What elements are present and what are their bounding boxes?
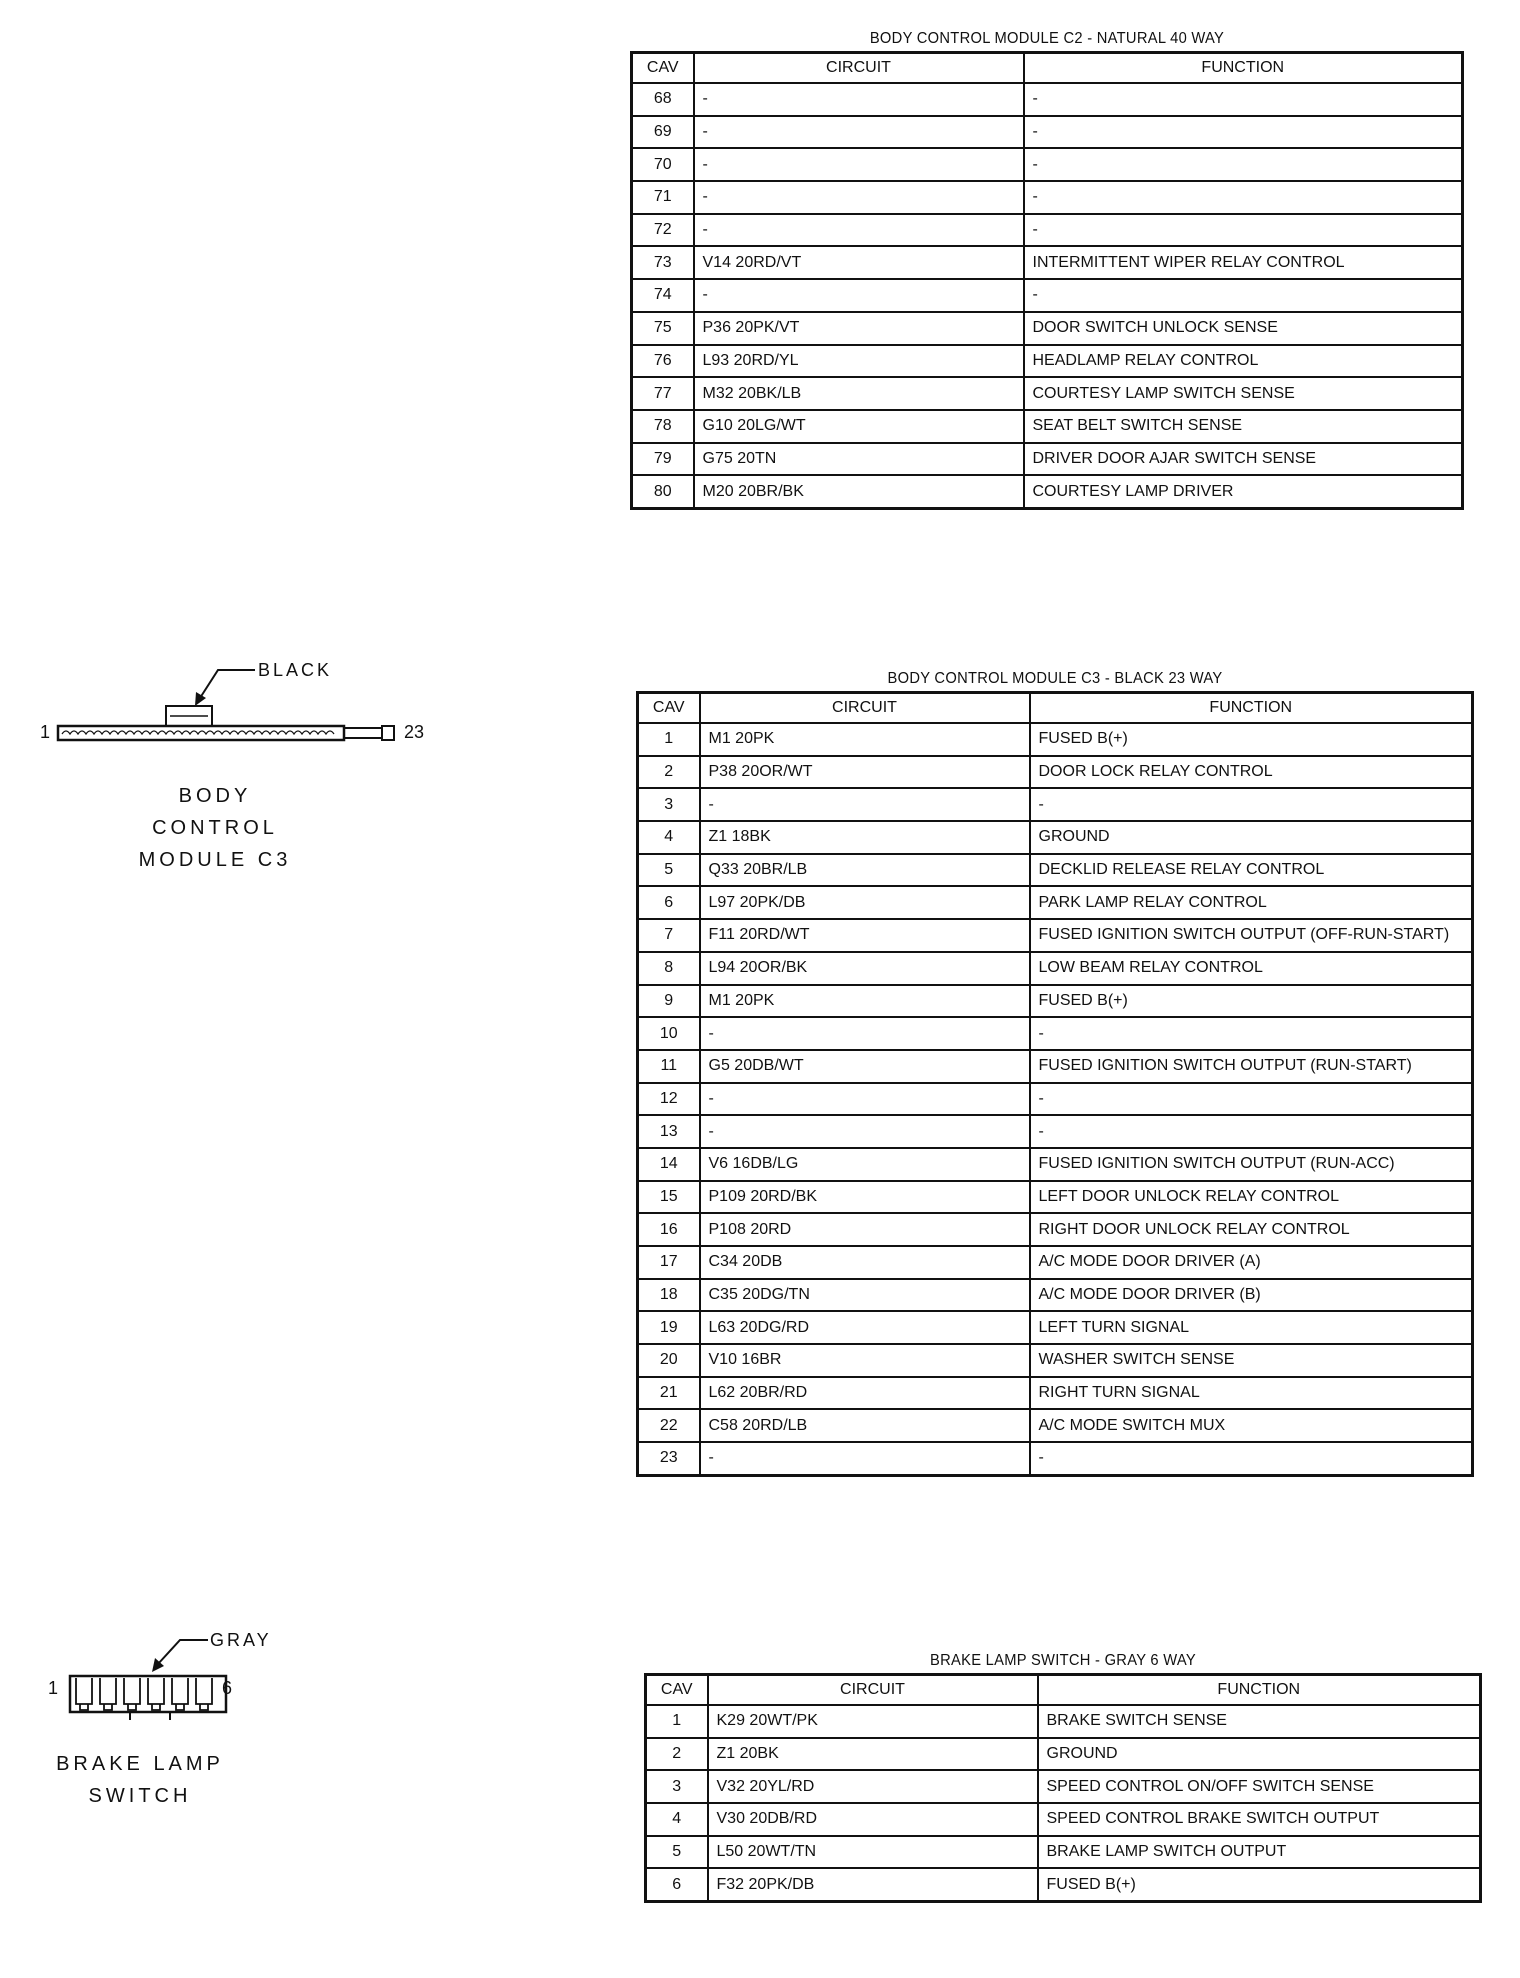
circuit-cell: -	[694, 279, 1024, 312]
function-cell: -	[1024, 148, 1463, 181]
cav-cell: 11	[638, 1050, 700, 1083]
circuit-cell: P36 20PK/VT	[694, 312, 1024, 345]
function-cell: DRIVER DOOR AJAR SWITCH SENSE	[1024, 443, 1463, 476]
cav-cell: 4	[638, 821, 700, 854]
function-cell: RIGHT TURN SIGNAL	[1030, 1377, 1473, 1410]
table-row	[638, 1442, 1473, 1475]
circuit-cell: Z1 18BK	[700, 821, 1030, 854]
circuit-cell: L97 20PK/DB	[700, 886, 1030, 919]
cav-cell: 75	[632, 312, 694, 345]
function-cell: DOOR LOCK RELAY CONTROL	[1030, 756, 1473, 789]
cav-cell: 78	[632, 410, 694, 443]
function-cell: COURTESY LAMP SWITCH SENSE	[1024, 377, 1463, 410]
function-cell: WASHER SWITCH SENSE	[1030, 1344, 1473, 1377]
function-cell: A/C MODE SWITCH MUX	[1030, 1409, 1473, 1442]
circuit-cell: -	[694, 181, 1024, 214]
bcm-c3-table-block	[636, 670, 1474, 1477]
function-cell: LEFT DOOR UNLOCK RELAY CONTROL	[1030, 1181, 1473, 1214]
table-row	[638, 886, 1473, 919]
brake-lamp-switch-connector-label: BRAKE LAMP SWITCH	[56, 1753, 224, 1807]
cav-cell: 80	[632, 475, 694, 508]
bcm-c3-color-label: BLACK	[258, 660, 333, 680]
table-row	[638, 1344, 1473, 1377]
bcm-c3-connector-diagram	[30, 650, 430, 890]
header-function: FUNCTION	[1024, 53, 1463, 84]
table-row	[638, 1279, 1473, 1312]
circuit-cell: V10 16BR	[700, 1344, 1030, 1377]
circuit-cell: -	[694, 83, 1024, 116]
brake-lamp-switch-color-label: GRAY	[210, 1630, 272, 1650]
table-row	[632, 312, 1463, 345]
function-cell: COURTESY LAMP DRIVER	[1024, 475, 1463, 508]
table-row	[646, 1868, 1481, 1901]
function-cell: GROUND	[1038, 1738, 1481, 1771]
cav-cell: 18	[638, 1279, 700, 1312]
circuit-cell: -	[700, 1442, 1030, 1475]
function-cell: -	[1030, 1442, 1473, 1475]
bcm-c3-table	[636, 691, 1474, 1477]
circuit-cell: C34 20DB	[700, 1246, 1030, 1279]
circuit-cell: L94 20OR/BK	[700, 952, 1030, 985]
function-cell: DOOR SWITCH UNLOCK SENSE	[1024, 312, 1463, 345]
table-row	[638, 1181, 1473, 1214]
cav-cell: 12	[638, 1083, 700, 1116]
bcm-c3-connector-icon	[30, 650, 430, 750]
function-cell: -	[1030, 1017, 1473, 1050]
circuit-cell: -	[700, 1115, 1030, 1148]
function-cell: FUSED B(+)	[1030, 985, 1473, 1018]
table-row	[638, 919, 1473, 952]
table-row	[632, 246, 1463, 279]
table-row	[646, 1738, 1481, 1771]
function-cell: BRAKE SWITCH SENSE	[1038, 1705, 1481, 1738]
table-row	[638, 1246, 1473, 1279]
function-cell: DECKLID RELEASE RELAY CONTROL	[1030, 854, 1473, 887]
table-row	[638, 1213, 1473, 1246]
table-row	[632, 377, 1463, 410]
table-row	[638, 821, 1473, 854]
circuit-cell: M32 20BK/LB	[694, 377, 1024, 410]
function-cell: FUSED IGNITION SWITCH OUTPUT (RUN-ACC)	[1030, 1148, 1473, 1181]
cav-cell: 4	[646, 1803, 708, 1836]
function-cell: -	[1024, 214, 1463, 247]
circuit-cell: C35 20DG/TN	[700, 1279, 1030, 1312]
cav-cell: 1	[646, 1705, 708, 1738]
function-cell: SEAT BELT SWITCH SENSE	[1024, 410, 1463, 443]
function-cell: A/C MODE DOOR DRIVER (B)	[1030, 1279, 1473, 1312]
bcm-c2-title: BODY CONTROL MODULE C2 - NATURAL 40 WAY	[869, 30, 1225, 47]
function-cell: -	[1024, 181, 1463, 214]
table-row	[638, 1050, 1473, 1083]
brake-lamp-switch-table	[644, 1673, 1482, 1903]
function-cell: -	[1030, 1115, 1473, 1148]
cav-cell: 19	[638, 1311, 700, 1344]
bcm-c2-table	[630, 51, 1464, 510]
cav-cell: 17	[638, 1246, 700, 1279]
cav-cell: 70	[632, 148, 694, 181]
bcm-c3-pin-first: 1	[40, 722, 51, 742]
function-cell: LEFT TURN SIGNAL	[1030, 1311, 1473, 1344]
cav-cell: 23	[638, 1442, 700, 1475]
circuit-cell: -	[694, 214, 1024, 247]
circuit-cell: L93 20RD/YL	[694, 345, 1024, 378]
cav-cell: 3	[646, 1770, 708, 1803]
cav-cell: 7	[638, 919, 700, 952]
table-row	[646, 1803, 1481, 1836]
circuit-cell: -	[694, 116, 1024, 149]
function-cell: FUSED B(+)	[1030, 723, 1473, 756]
cav-cell: 3	[638, 788, 700, 821]
cav-cell: 20	[638, 1344, 700, 1377]
table-header-row	[638, 693, 1473, 724]
cav-cell: 16	[638, 1213, 700, 1246]
function-cell: SPEED CONTROL ON/OFF SWITCH SENSE	[1038, 1770, 1481, 1803]
table-row	[638, 723, 1473, 756]
function-cell: INTERMITTENT WIPER RELAY CONTROL	[1024, 246, 1463, 279]
cav-cell: 73	[632, 246, 694, 279]
table-header-row	[646, 1675, 1481, 1706]
circuit-cell: P38 20OR/WT	[700, 756, 1030, 789]
circuit-cell: F11 20RD/WT	[700, 919, 1030, 952]
table-row	[638, 985, 1473, 1018]
brake-lamp-switch-connector-diagram	[30, 1620, 350, 1820]
cav-cell: 5	[638, 854, 700, 887]
function-cell: -	[1024, 116, 1463, 149]
table-row	[632, 443, 1463, 476]
table-header-row	[632, 53, 1463, 84]
table-row	[632, 116, 1463, 149]
circuit-cell: G10 20LG/WT	[694, 410, 1024, 443]
function-cell: FUSED IGNITION SWITCH OUTPUT (OFF-RUN-START)	[1030, 919, 1473, 952]
circuit-cell: L63 20DG/RD	[700, 1311, 1030, 1344]
table-row	[638, 1377, 1473, 1410]
brake-lamp-switch-table-block	[644, 1652, 1482, 1903]
circuit-cell: Z1 20BK	[708, 1738, 1038, 1771]
cav-cell: 8	[638, 952, 700, 985]
brake-lamp-switch-pin-last: 6	[222, 1678, 233, 1698]
table-row	[646, 1770, 1481, 1803]
table-row	[638, 1115, 1473, 1148]
bcm-c3-title: BODY CONTROL MODULE C3 - BLACK 23 WAY	[887, 670, 1223, 687]
table-row	[638, 854, 1473, 887]
cav-cell: 69	[632, 116, 694, 149]
function-cell: FUSED IGNITION SWITCH OUTPUT (RUN-START)	[1030, 1050, 1473, 1083]
cav-cell: 77	[632, 377, 694, 410]
table-row	[632, 345, 1463, 378]
circuit-cell: -	[700, 1083, 1030, 1116]
function-cell: SPEED CONTROL BRAKE SWITCH OUTPUT	[1038, 1803, 1481, 1836]
table-row	[638, 952, 1473, 985]
function-cell: FUSED B(+)	[1038, 1868, 1481, 1901]
header-function: FUNCTION	[1038, 1675, 1481, 1706]
function-cell: GROUND	[1030, 821, 1473, 854]
table-row	[632, 475, 1463, 508]
table-row	[632, 83, 1463, 116]
table-row	[638, 1017, 1473, 1050]
function-cell: PARK LAMP RELAY CONTROL	[1030, 886, 1473, 919]
cav-cell: 9	[638, 985, 700, 1018]
cav-cell: 22	[638, 1409, 700, 1442]
function-cell: LOW BEAM RELAY CONTROL	[1030, 952, 1473, 985]
function-cell: -	[1024, 279, 1463, 312]
bcm-c3-pin-last: 23	[404, 722, 425, 742]
cav-cell: 2	[646, 1738, 708, 1771]
table-row	[632, 410, 1463, 443]
header-circuit: CIRCUIT	[700, 693, 1030, 724]
cav-cell: 21	[638, 1377, 700, 1410]
circuit-cell: V32 20YL/RD	[708, 1770, 1038, 1803]
cav-cell: 6	[646, 1868, 708, 1901]
cav-cell: 72	[632, 214, 694, 247]
circuit-cell: F32 20PK/DB	[708, 1868, 1038, 1901]
cav-cell: 2	[638, 756, 700, 789]
circuit-cell: M1 20PK	[700, 985, 1030, 1018]
bcm-c3-connector-label: BODY CONTROL MODULE C3	[138, 785, 292, 871]
table-row	[632, 214, 1463, 247]
cav-cell: 5	[646, 1836, 708, 1869]
table-row	[646, 1836, 1481, 1869]
circuit-cell: M1 20PK	[700, 723, 1030, 756]
circuit-cell: V6 16DB/LG	[700, 1148, 1030, 1181]
cav-cell: 13	[638, 1115, 700, 1148]
cav-cell: 14	[638, 1148, 700, 1181]
circuit-cell: G75 20TN	[694, 443, 1024, 476]
function-cell: -	[1024, 83, 1463, 116]
cav-cell: 74	[632, 279, 694, 312]
header-circuit: CIRCUIT	[708, 1675, 1038, 1706]
circuit-cell: P108 20RD	[700, 1213, 1030, 1246]
function-cell: A/C MODE DOOR DRIVER (A)	[1030, 1246, 1473, 1279]
circuit-cell: -	[700, 1017, 1030, 1050]
table-row	[638, 788, 1473, 821]
cav-cell: 1	[638, 723, 700, 756]
table-row	[638, 756, 1473, 789]
cav-cell: 68	[632, 83, 694, 116]
table-row	[638, 1148, 1473, 1181]
cav-cell: 6	[638, 886, 700, 919]
circuit-cell: V14 20RD/VT	[694, 246, 1024, 279]
circuit-cell: V30 20DB/RD	[708, 1803, 1038, 1836]
circuit-cell: -	[694, 148, 1024, 181]
function-cell: HEADLAMP RELAY CONTROL	[1024, 345, 1463, 378]
table-row	[632, 181, 1463, 214]
bcm-c2-table-block	[630, 30, 1464, 510]
function-cell: -	[1030, 788, 1473, 821]
function-cell: RIGHT DOOR UNLOCK RELAY CONTROL	[1030, 1213, 1473, 1246]
table-row	[632, 148, 1463, 181]
function-cell: -	[1030, 1083, 1473, 1116]
table-row	[638, 1311, 1473, 1344]
circuit-cell: L50 20WT/TN	[708, 1836, 1038, 1869]
function-cell: BRAKE LAMP SWITCH OUTPUT	[1038, 1836, 1481, 1869]
cav-cell: 15	[638, 1181, 700, 1214]
header-cav: CAV	[646, 1675, 708, 1706]
brake-lamp-switch-title: BRAKE LAMP SWITCH - GRAY 6 WAY	[930, 1652, 1196, 1669]
circuit-cell: Q33 20BR/LB	[700, 854, 1030, 887]
cav-cell: 10	[638, 1017, 700, 1050]
table-row	[632, 279, 1463, 312]
circuit-cell: -	[700, 788, 1030, 821]
brake-lamp-switch-pin-first: 1	[48, 1678, 59, 1698]
circuit-cell: G5 20DB/WT	[700, 1050, 1030, 1083]
circuit-cell: C58 20RD/LB	[700, 1409, 1030, 1442]
header-cav: CAV	[638, 693, 700, 724]
circuit-cell: P109 20RD/BK	[700, 1181, 1030, 1214]
table-row	[646, 1705, 1481, 1738]
header-function: FUNCTION	[1030, 693, 1473, 724]
table-row	[638, 1409, 1473, 1442]
header-cav: CAV	[632, 53, 694, 84]
table-row	[638, 1083, 1473, 1116]
circuit-cell: L62 20BR/RD	[700, 1377, 1030, 1410]
circuit-cell: M20 20BR/BK	[694, 475, 1024, 508]
circuit-cell: K29 20WT/PK	[708, 1705, 1038, 1738]
cav-cell: 71	[632, 181, 694, 214]
cav-cell: 76	[632, 345, 694, 378]
cav-cell: 79	[632, 443, 694, 476]
header-circuit: CIRCUIT	[694, 53, 1024, 84]
